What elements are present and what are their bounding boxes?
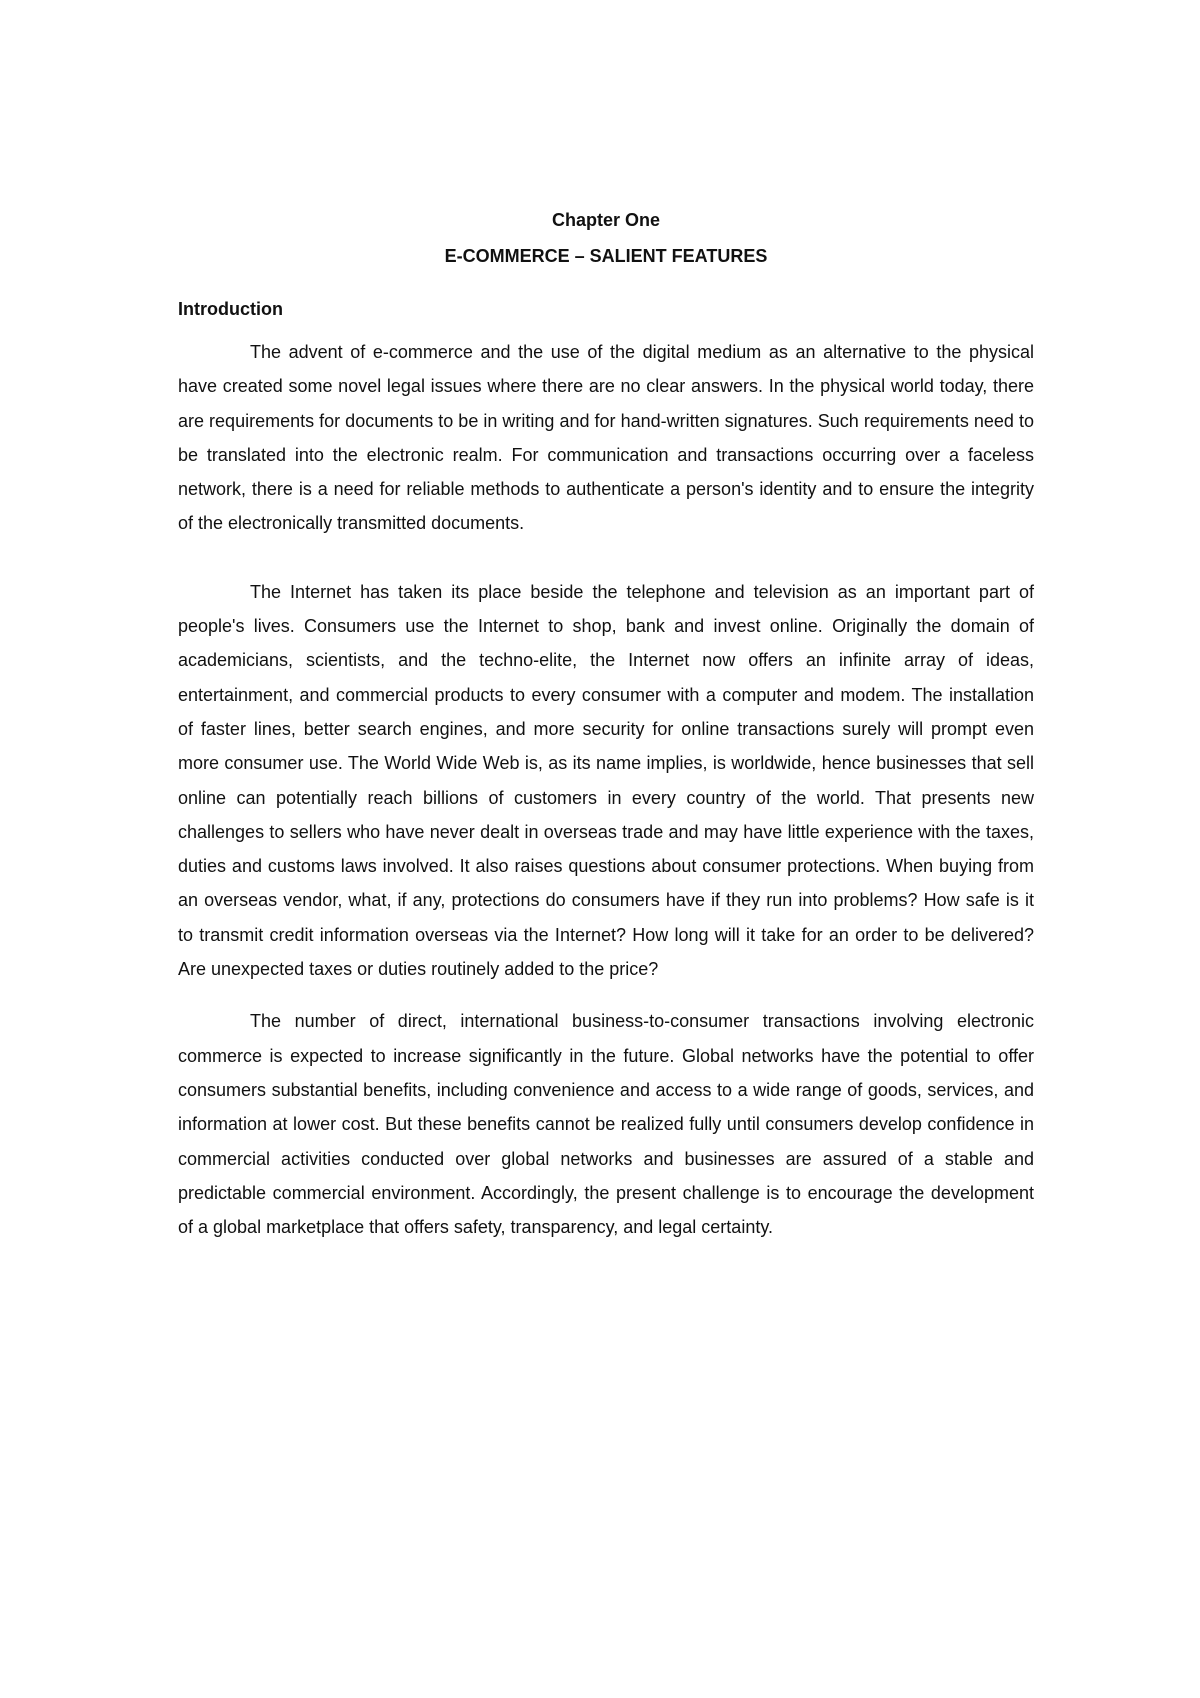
chapter-title: E-COMMERCE – SALIENT FEATURES [444, 246, 768, 266]
page-content [178, 207, 1034, 1244]
body-paragraph-3: The number of direct, international business-to-consumer transactions involving electronic commerce is expected to increase significantly in the future. Global networks have the potential to offer consumers substantial benefits, including convenience and access to a wide range of goods, services, and information at lower cost. But these benefits cannot be realized fully until consumers develop confidence in commercial activities conducted over global networks and businesses are assured of a stable and predictable commercial environment. Accordingly, the present challenge is to encourage the development of a global marketplace that offers safety, transparency, and legal certainty. [178, 1011, 1034, 1238]
body-paragraph-2: The Internet has taken its place beside the telephone and television as an important part of people's lives. Consumers use the Internet to shop, bank and invest online. Originally the domain of academicians, scientists, and the techno-elite, the Internet now offers an infinite array of ideas, entertainment, and commercial products to every consumer with a computer and modem. The installation of faster lines, better search engines, and more security for online transactions surely will prompt even more consumer use. The World Wide Web is, as its name implies, is worldwide, hence businesses that sell online can potentially reach billions of customers in every country of the world. That presents new challenges to sellers who have never dealt in overseas trade and may have little experience with the taxes, duties and customs laws involved. It also raises questions about consumer protections. When buying from an overseas vendor, what, if any, protections do consumers have if they run into problems? How safe is it to transmit credit information overseas via the Internet? How long will it take for an order to be delivered? Are unexpected taxes or duties routinely added to the price? [178, 581, 1034, 980]
section-heading: Introduction [178, 299, 283, 319]
chapter-label: Chapter One [551, 210, 661, 230]
body-paragraph-1: The advent of e-commerce and the use of the digital medium as an alternative to the physical have created some novel legal issues where there are no clear answers. In the physical world today, there are requirements for documents to be in writing and for hand-written signatures. Such requirements need to be translated into the electronic realm. For communication and transactions occurring over a faceless network, there is a need for reliable methods to authenticate a person's identity and to ensure the integrity of the electronically transmitted documents. [178, 342, 1034, 534]
